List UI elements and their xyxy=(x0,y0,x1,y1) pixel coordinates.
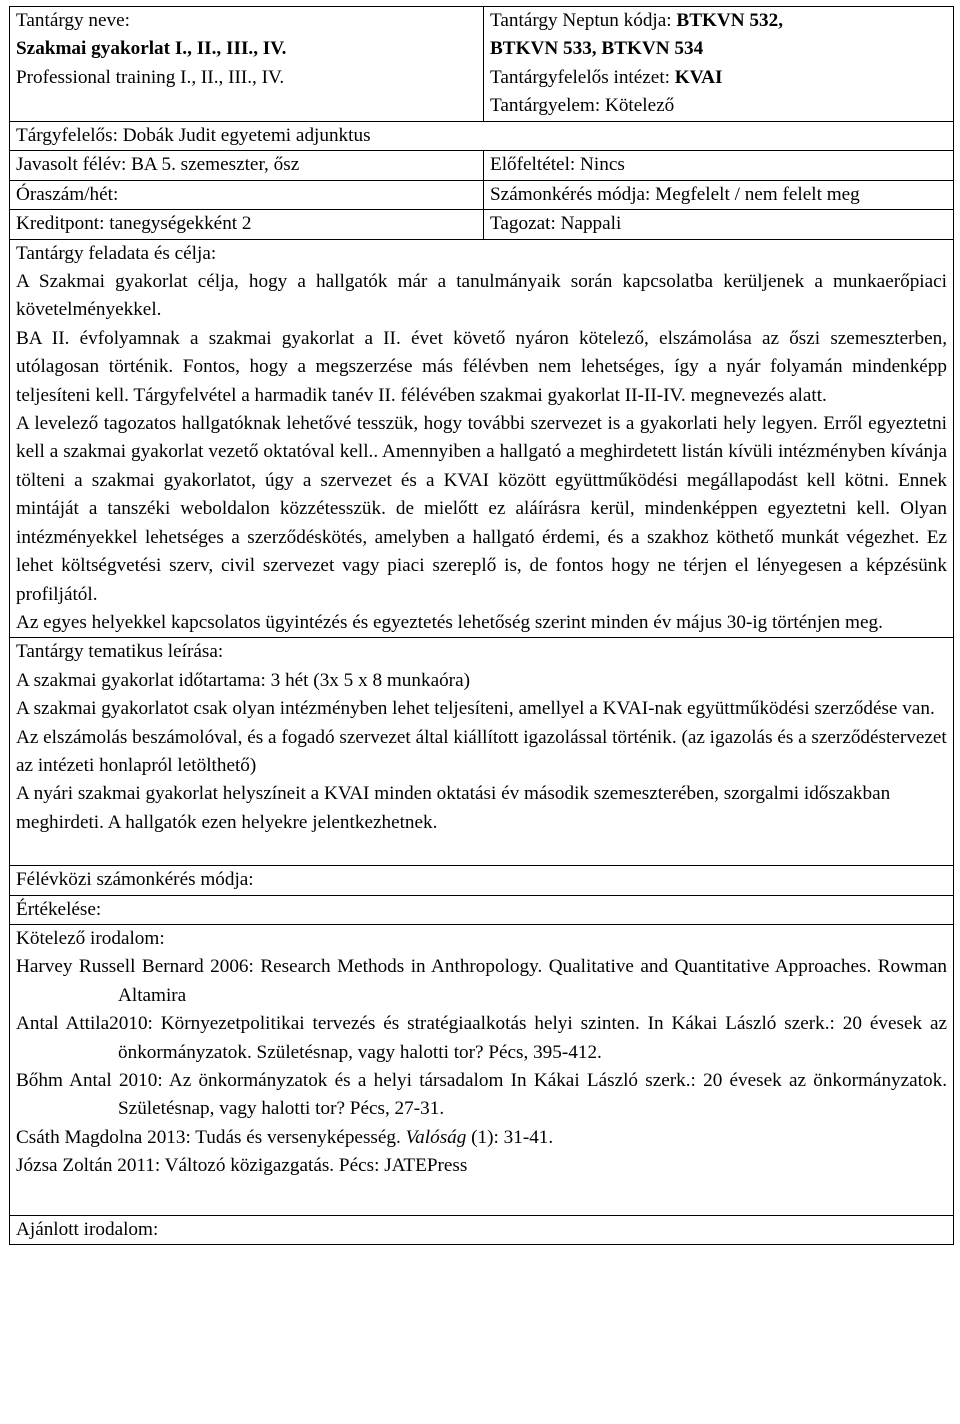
thematic-cell xyxy=(10,638,954,866)
reference-4 xyxy=(16,1124,947,1152)
midterm-row xyxy=(10,866,954,895)
institute-value: KVAI xyxy=(674,66,723,88)
recommended-cell: Ajánlott irodalom: xyxy=(10,1215,954,1244)
evaluation-row xyxy=(10,895,954,924)
credits-row xyxy=(10,210,954,239)
neptun-code-line xyxy=(490,7,947,35)
midterm-cell: Félévközi számonkérés módja: xyxy=(10,866,954,895)
thematic-paragraph-3: A nyári szakmai gyakorlat helyszíneit a KVAI minden oktatási év második szemeszterében, szorgalmi időszakban meghirdeti. A hallgatók ezen helyekre jelentkezhetnek. xyxy=(16,783,891,833)
hours-row xyxy=(10,180,954,209)
hours-cell: Óraszám/hét: xyxy=(10,180,484,209)
reference-4-pages: (1): 31-41. xyxy=(466,1126,554,1148)
goal-paragraph-3: A levelező tagozatos hallgatóknak lehetővé tesszük, hogy további szervezet is a gyakorlati hely legyen. Erről egyeztetni kell a szakmai gyakorlat vezető oktatóval kell.. Amennyiben a hallgató a meghirdetett listán kívüli intézményben kívánja tölteni a szakmai gyakorlatot, úgy a szervezet és a KVAI között együttműködési megállapodást kell kötni. Ennek mintáját a tanszéki weboldalon közzétesszük. de mielőtt ez aláírásra kerül, mindenképpen egyeztetni kell. Olyan intézményekkel lehetséges a szerződéskötés, amelyben a hallgató érdemi, és a szakhoz köthető munkát végezhet. Ez lehet költségvetési szerv, civil szervezet vagy piaci szereplő is, de fontos hogy ne térjen el lényegesen a képzésünk profiljától. xyxy=(16,413,947,605)
responsible-row xyxy=(10,122,954,151)
assessment-cell: Számonkérés módja: Megfelelt / nem felelt meg xyxy=(484,180,954,209)
literature-label: Kötelező irodalom: xyxy=(16,927,165,949)
course-name-label: Tantárgy neve: xyxy=(16,10,130,31)
goal-paragraph-1: A Szakmai gyakorlat célja, hogy a hallgatók már a tanulmányaik során kapcsolatba kerüljenek a munkaerőpiaci követelményekkel. xyxy=(16,271,947,321)
reference-4-journal: Valóság xyxy=(405,1126,467,1148)
credits-cell: Kreditpont: tanegységekként 2 xyxy=(10,210,484,239)
course-name-hu: Szakmai gyakorlat I., II., III., IV. xyxy=(16,38,287,60)
evaluation-cell: Értékelése: xyxy=(10,895,954,924)
institute-line xyxy=(490,64,947,92)
reference-1: Harvey Russell Bernard 2006: Research Methods in Anthropology. Qualitative and Quantitative Approaches. Rowman Altamira xyxy=(16,956,947,1006)
header-row xyxy=(10,7,954,122)
goal-paragraph-4: Az egyes helyekkel kapcsolatos ügyintézés és egyeztetés lehetőség szerint minden év május 30-ig történjen meg. xyxy=(16,611,883,633)
reference-2: Antal Attila2010: Környezetpolitikai tervezés és stratégiaalkotás helyi szinten. In Kákai László szerk.: 20 évesek az önkormányzatok. Születésnap, vagy halotti tor? Pécs, 395-412. xyxy=(16,1013,947,1063)
goal-label: Tantárgy feladata és célja: xyxy=(16,242,217,264)
institute-label: Tantárgyfelelős intézet: xyxy=(490,66,675,88)
course-element: Tantárgyelem: Kötelező xyxy=(490,95,675,117)
mode-cell: Tagozat: Nappali xyxy=(484,210,954,239)
thematic-label: Tantárgy tematikus leírása: xyxy=(16,641,224,663)
course-table xyxy=(9,6,954,1245)
thematic-paragraph-1: A szakmai gyakorlat időtartama: 3 hét (3x 5 x 8 munkaóra) xyxy=(16,669,470,691)
goal-cell xyxy=(10,239,954,638)
literature-cell xyxy=(10,924,954,1215)
goal-row xyxy=(10,239,954,638)
semester-row xyxy=(10,151,954,180)
semester-cell: Javasolt félév: BA 5. szemeszter, ősz xyxy=(10,151,484,180)
reference-4-authors: Csáth Magdolna 2013: Tudás és versenyképesség. xyxy=(16,1126,406,1148)
recommended-row xyxy=(10,1215,954,1244)
thematic-paragraph-2: A szakmai gyakorlatot csak olyan intézményben lehet teljesíteni, amellyel a KVAI-nak együttműködési szerződése van. Az elszámolás beszámolóval, és a fogadó szervezet által kiállított igazolással történik. (az igazolás és a szerződéstervezet az intézeti honlapról letölthető) xyxy=(16,698,947,776)
responsible-cell: Tárgyfelelős: Dobák Judit egyetemi adjunktus xyxy=(10,122,954,151)
literature-row xyxy=(10,924,954,1215)
course-name-en: Professional training I., II., III., IV. xyxy=(16,66,285,88)
literature-spacer xyxy=(16,1181,947,1215)
goal-paragraph-2: BA II. évfolyamnak a szakmai gyakorlat a II. évet követő nyáron kötelező, elszámolása az őszi szemeszterben, utólagosan történik. Fontos, hogy a megszerzése más félévben nem lehetséges, így a nyár folyamán mindenképp teljesíteni kell. Tárgyfelvétel a harmadik tanév II. félévében szakmai gyakorlat II-II-IV. megnevezés alatt. xyxy=(16,327,947,406)
neptun-code-2: BTKVN 533, BTKVN 534 xyxy=(490,38,704,60)
course-code-cell xyxy=(484,7,954,122)
neptun-code-1: BTKVN 532, xyxy=(676,10,784,31)
thematic-row xyxy=(10,638,954,866)
reference-5: Józsa Zoltán 2011: Változó közigazgatás. Pécs: JATEPress xyxy=(16,1155,468,1177)
thematic-spacer xyxy=(16,837,947,865)
course-description-sheet xyxy=(9,6,953,1420)
reference-3: Bőhm Antal 2010: Az önkormányzatok és a helyi társadalom In Kákai László szerk.: 20 évesek az önkormányzatok. Születésnap, vagy halotti tor? Pécs, 27-31. xyxy=(16,1070,947,1120)
neptun-label: Tantárgy Neptun kódja: xyxy=(490,10,677,31)
prerequisite-cell: Előfeltétel: Nincs xyxy=(484,151,954,180)
course-name-cell xyxy=(10,7,484,122)
